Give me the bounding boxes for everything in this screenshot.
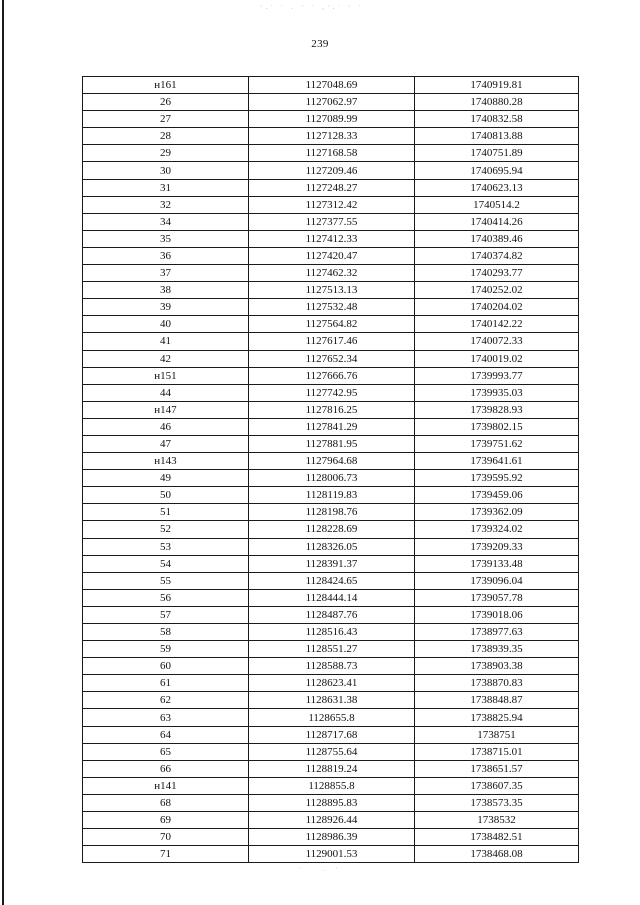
point-id-cell: 52 [83,521,249,538]
point-id-cell: 49 [83,470,249,487]
table-row [83,213,579,230]
point-id-cell: 65 [83,743,249,760]
table-row [83,384,579,401]
point-id-cell: 37 [83,265,249,282]
point-id-cell: 64 [83,726,249,743]
point-id-cell: 68 [83,794,249,811]
point-id-cell: н147 [83,401,249,418]
x-coordinate-cell: 1128198.76 [249,504,415,521]
x-coordinate-cell: 1128588.73 [249,658,415,675]
point-id-cell: 61 [83,675,249,692]
point-id-cell: 54 [83,555,249,572]
scan-artifact-footer: · ˑ . · [298,864,342,873]
point-id-cell: 42 [83,350,249,367]
point-id-cell: 31 [83,179,249,196]
table-row [83,247,579,264]
coordinates-table [82,76,579,863]
table-row [83,521,579,538]
x-coordinate-cell: 1127841.29 [249,418,415,435]
point-id-cell: 50 [83,487,249,504]
x-coordinate-cell: 1127128.33 [249,128,415,145]
table-row [83,538,579,555]
y-coordinate-cell: 1740293.77 [415,265,579,282]
point-id-cell: н141 [83,777,249,794]
table-row [83,726,579,743]
table-row [83,641,579,658]
table-row [83,230,579,247]
point-id-cell: н151 [83,367,249,384]
x-coordinate-cell: 1127816.25 [249,401,415,418]
x-coordinate-cell: 1128895.83 [249,794,415,811]
table-row [83,606,579,623]
table-row [83,418,579,435]
x-coordinate-cell: 1128655.8 [249,709,415,726]
x-coordinate-cell: 1128487.76 [249,606,415,623]
y-coordinate-cell: 1739935.03 [415,384,579,401]
y-coordinate-cell: 1739993.77 [415,367,579,384]
y-coordinate-cell: 1738870.83 [415,675,579,692]
table-row [83,162,579,179]
table-row [83,179,579,196]
point-id-cell: 60 [83,658,249,675]
point-id-cell: 71 [83,846,249,863]
point-id-cell: 57 [83,606,249,623]
table-row [83,846,579,863]
y-coordinate-cell: 1738848.87 [415,692,579,709]
y-coordinate-cell: 1740832.58 [415,111,579,128]
table-row [83,435,579,452]
point-id-cell: 32 [83,196,249,213]
table-row [83,453,579,470]
x-coordinate-cell: 1128819.24 [249,760,415,777]
point-id-cell: 47 [83,435,249,452]
point-id-cell: 70 [83,829,249,846]
y-coordinate-cell: 1738532 [415,812,579,829]
x-coordinate-cell: 1127089.99 [249,111,415,128]
table-row [83,367,579,384]
point-id-cell: 44 [83,384,249,401]
table-row [83,350,579,367]
point-id-cell: 69 [83,812,249,829]
x-coordinate-cell: 1127248.27 [249,179,415,196]
y-coordinate-cell: 1740414.26 [415,213,579,230]
x-coordinate-cell: 1128424.65 [249,572,415,589]
point-id-cell: 34 [83,213,249,230]
x-coordinate-cell: 1128326.05 [249,538,415,555]
x-coordinate-cell: 1127048.69 [249,77,415,94]
point-id-cell: 28 [83,128,249,145]
point-id-cell: 30 [83,162,249,179]
x-coordinate-cell: 1128551.27 [249,641,415,658]
table-row [83,743,579,760]
table-row [83,692,579,709]
x-coordinate-cell: 1127666.76 [249,367,415,384]
y-coordinate-cell: 1738607.35 [415,777,579,794]
y-coordinate-cell: 1738482.51 [415,829,579,846]
x-coordinate-cell: 1127377.55 [249,213,415,230]
point-id-cell: 27 [83,111,249,128]
table-row [83,675,579,692]
table-row [83,589,579,606]
table-row [83,77,579,94]
x-coordinate-cell: 1128855.8 [249,777,415,794]
x-coordinate-cell: 1128986.39 [249,829,415,846]
x-coordinate-cell: 1128623.41 [249,675,415,692]
table-row [83,111,579,128]
y-coordinate-cell: 1740142.22 [415,316,579,333]
x-coordinate-cell: 1128006.73 [249,470,415,487]
table-row [83,299,579,316]
y-coordinate-cell: 1739324.02 [415,521,579,538]
x-coordinate-cell: 1128755.64 [249,743,415,760]
table-row [83,658,579,675]
y-coordinate-cell: 1739133.48 [415,555,579,572]
x-coordinate-cell: 1129001.53 [249,846,415,863]
point-id-cell: 38 [83,282,249,299]
point-id-cell: 26 [83,94,249,111]
table-row [83,624,579,641]
y-coordinate-cell: 1739018.06 [415,606,579,623]
y-coordinate-cell: 1738651.57 [415,760,579,777]
table-row [83,145,579,162]
y-coordinate-cell: 1740919.81 [415,77,579,94]
x-coordinate-cell: 1127652.34 [249,350,415,367]
x-coordinate-cell: 1127062.97 [249,94,415,111]
x-coordinate-cell: 1128119.83 [249,487,415,504]
y-coordinate-cell: 1740514.2 [415,196,579,213]
table-row [83,829,579,846]
table-row [83,709,579,726]
x-coordinate-cell: 1128926.44 [249,812,415,829]
y-coordinate-cell: 1740204.02 [415,299,579,316]
point-id-cell: 40 [83,316,249,333]
point-id-cell: 46 [83,418,249,435]
table-row [83,572,579,589]
y-coordinate-cell: 1739751.62 [415,435,579,452]
table-row [83,282,579,299]
x-coordinate-cell: 1127532.48 [249,299,415,316]
y-coordinate-cell: 1740389.46 [415,230,579,247]
y-coordinate-cell: 1738903.38 [415,658,579,675]
y-coordinate-cell: 1738825.94 [415,709,579,726]
x-coordinate-cell: 1127964.68 [249,453,415,470]
x-coordinate-cell: 1128717.68 [249,726,415,743]
y-coordinate-cell: 1740072.33 [415,333,579,350]
y-coordinate-cell: 1738939.35 [415,641,579,658]
coordinates-table-body [83,77,579,863]
table-row [83,265,579,282]
point-id-cell: 63 [83,709,249,726]
x-coordinate-cell: 1127513.13 [249,282,415,299]
y-coordinate-cell: 1739459.06 [415,487,579,504]
y-coordinate-cell: 1739595.92 [415,470,579,487]
table-row [83,504,579,521]
y-coordinate-cell: 1738751 [415,726,579,743]
point-id-cell: 29 [83,145,249,162]
table-row [83,777,579,794]
y-coordinate-cell: 1740695.94 [415,162,579,179]
y-coordinate-cell: 1739802.15 [415,418,579,435]
x-coordinate-cell: 1127420.47 [249,247,415,264]
x-coordinate-cell: 1127412.33 [249,230,415,247]
x-coordinate-cell: 1127312.42 [249,196,415,213]
point-id-cell: 62 [83,692,249,709]
point-id-cell: 36 [83,247,249,264]
table-row [83,794,579,811]
table-row [83,401,579,418]
x-coordinate-cell: 1127462.32 [249,265,415,282]
x-coordinate-cell: 1128228.69 [249,521,415,538]
table-row [83,94,579,111]
y-coordinate-cell: 1739057.78 [415,589,579,606]
point-id-cell: 66 [83,760,249,777]
scan-artifact: ·.ˑ ˑ . · ˑ ,·.ˑ · ˑ [260,2,364,11]
table-row [83,470,579,487]
y-coordinate-cell: 1739641.61 [415,453,579,470]
y-coordinate-cell: 1740880.28 [415,94,579,111]
y-coordinate-cell: 1738468.08 [415,846,579,863]
point-id-cell: 55 [83,572,249,589]
table-row [83,128,579,145]
x-coordinate-cell: 1127209.46 [249,162,415,179]
y-coordinate-cell: 1739209.33 [415,538,579,555]
y-coordinate-cell: 1739096.04 [415,572,579,589]
scan-edge-line [2,0,4,905]
point-id-cell: 53 [83,538,249,555]
y-coordinate-cell: 1739828.93 [415,401,579,418]
y-coordinate-cell: 1740019.02 [415,350,579,367]
x-coordinate-cell: 1128631.38 [249,692,415,709]
y-coordinate-cell: 1740751.89 [415,145,579,162]
point-id-cell: 59 [83,641,249,658]
point-id-cell: 58 [83,624,249,641]
point-id-cell: 39 [83,299,249,316]
point-id-cell: 56 [83,589,249,606]
table-row [83,316,579,333]
table-row [83,196,579,213]
x-coordinate-cell: 1127564.82 [249,316,415,333]
point-id-cell: 41 [83,333,249,350]
point-id-cell: 51 [83,504,249,521]
table-row [83,487,579,504]
y-coordinate-cell: 1740813.88 [415,128,579,145]
y-coordinate-cell: 1739362.09 [415,504,579,521]
x-coordinate-cell: 1127742.95 [249,384,415,401]
x-coordinate-cell: 1127168.58 [249,145,415,162]
table-row [83,333,579,350]
table-row [83,760,579,777]
point-id-cell: н143 [83,453,249,470]
point-id-cell: н161 [83,77,249,94]
x-coordinate-cell: 1127881.95 [249,435,415,452]
x-coordinate-cell: 1128391.37 [249,555,415,572]
y-coordinate-cell: 1738977.63 [415,624,579,641]
table-row [83,555,579,572]
x-coordinate-cell: 1128444.14 [249,589,415,606]
y-coordinate-cell: 1740252.02 [415,282,579,299]
x-coordinate-cell: 1128516.43 [249,624,415,641]
y-coordinate-cell: 1738715.01 [415,743,579,760]
y-coordinate-cell: 1738573.35 [415,794,579,811]
point-id-cell: 35 [83,230,249,247]
x-coordinate-cell: 1127617.46 [249,333,415,350]
y-coordinate-cell: 1740374.82 [415,247,579,264]
y-coordinate-cell: 1740623.13 [415,179,579,196]
table-row [83,812,579,829]
page-number: 239 [311,38,329,50]
